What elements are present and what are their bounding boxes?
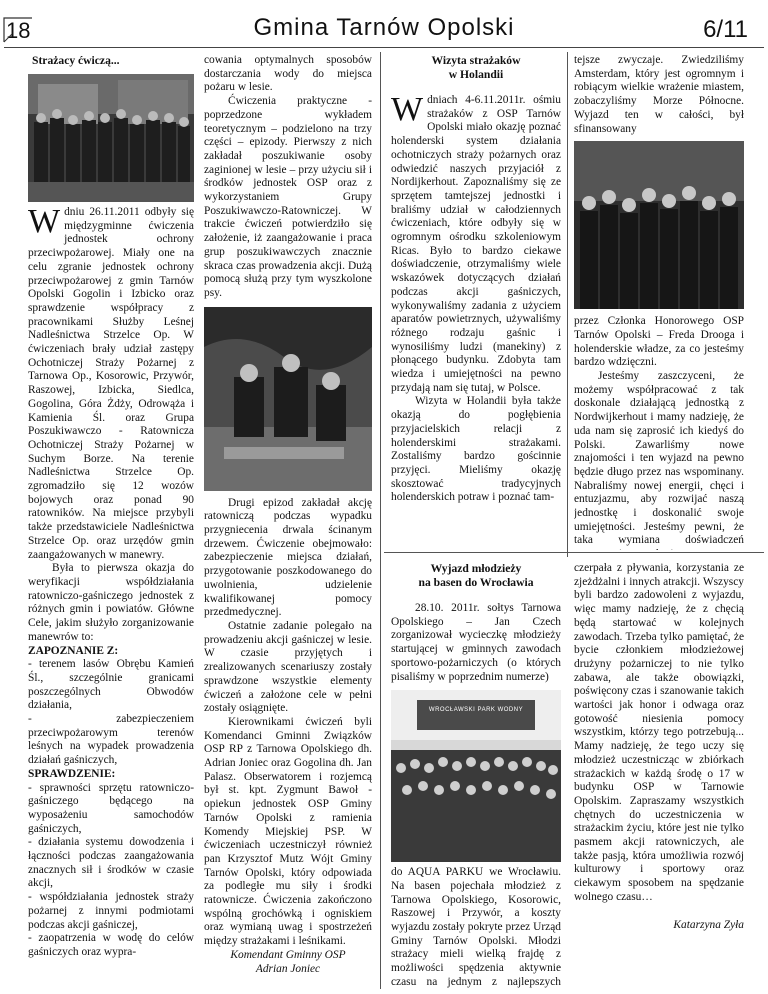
paragraph: Kierownikami ćwiczeń byli Komendanci Gminni Związków OSP RP z Tarnowa Opolskiego dh. Adrian Joniec oraz Gogolina dh. Jan Palasz. Obserwatorem i rozjemcą był st. kpt. Zygmunt Bawoł - opiekun jednostek OSP Gminy Tarnów Opolski z ramienia Komendy Miejskiej PSP. W ćwiczeniach uczestniczył również pan Krzysztof Mutz Wójt Gminy Tarnów Opolski, który odpowiada za podległe mu siły i środki ratownicze. Ćwiczenia zakończono wspólną grochówką i ogniskiem oraz wymianą uwag i spostrzeżeń między strażakami i leśnikami. bbox=[204, 715, 372, 948]
page-header bbox=[0, 0, 768, 50]
paragraph: cowania optymalnych sposobów dostarczania wody do miejsca pożaru w lesie. bbox=[204, 54, 372, 94]
article-title: Strażacy ćwiczą... bbox=[32, 54, 120, 67]
list-item: - sprawności sprzętu ratowniczo-gaśniczego będącego na wyposażeniu samochodów gaśniczych, bbox=[28, 781, 194, 835]
article-pool-column-1 bbox=[391, 562, 561, 989]
paragraph: 28.10. 2011r. sołtys Tarnowa Opolskiego – Jan Czech zorganizował wycieczkę młodzieży startującej w gminnych zawodach sportowo-pożarniczych (o których pisaliśmy w poprzednim numerze) bbox=[391, 602, 561, 683]
header-rule bbox=[4, 47, 764, 48]
article-pool-column-2 bbox=[574, 562, 744, 989]
article-firefighters-column-2 bbox=[204, 54, 372, 989]
paragraph: Ćwiczenia praktyczne - poprzedzone wykładem teoretycznym – podzielono na trzy części – epizody. Pierwszy z nich zakładał poszukiwanie osoby zaginionej w lesie – przy użyciu sił i środków jednostek OSP oraz z wykorzystaniem Grupy Poszukiwawczo-Ratowniczej. W trakcie ćwiczeń potwierdziło się założenie, iż zaangażowanie i praca grup poszukiwawczych znacznie skraca czas prowadzenia akcji. Dużą pomocą służą przy tym wyszkolone psy. bbox=[204, 95, 372, 299]
paragraph: Wizyta w Holandii była także okazją do pogłębienia przyjacielskich relacji z holenderskimi strażakami. Zostaliśmy bardzo gościnnie przyjęci. Mieliśmy okazję skosztować tradycyjnych holenderskich potraw i poznać tam- bbox=[391, 395, 561, 504]
list-item: - terenem lasów Obrębu Kamień Śl., szczególnie granicami poszczególnych Obwodów działania, bbox=[28, 658, 194, 712]
paragraph: Ostatnie zadanie polegało na prowadzeniu akcji gaśniczej w lesie. W czasie przyjętych i zrealizowanych scenariuszy zostały sprawdzone wszystkie elementy ćwiczeń a założone cele w pełni zostały osiągnięte. bbox=[204, 619, 372, 715]
column-divider bbox=[380, 52, 381, 989]
list-item: - zaopatrzenia w wodę do celów gaśniczych oraz wypra- bbox=[28, 932, 194, 958]
author-name: Katarzyna Zyła bbox=[673, 918, 744, 931]
pool-group-photo bbox=[391, 690, 561, 862]
issue-number: 6/11 bbox=[703, 16, 748, 43]
author-role: Komendant Gminny OSP bbox=[230, 948, 346, 961]
holland-group-photo bbox=[574, 141, 744, 309]
article-lead bbox=[391, 91, 561, 395]
magazine-title: Gmina Tarnów Opolski bbox=[253, 14, 515, 41]
article-title-line-2: w Holandii bbox=[448, 68, 504, 81]
article-title-line-2: na basen do Wrocławia bbox=[418, 576, 534, 589]
paragraph: Jesteśmy zaszczyceni, że możemy współpracować z tak doskonale działającą jednostką z Nordwijkerhout i mamy nadzieję, że uda nam się zaprosić ich kiedyś do Polski. Zawarliśmy nowe znajomości i ten wyjazd na pewno będzie długo przez nas wspominany. Nabraliśmy nowej energii, chęci i entuzjazmu, aby rozwijać naszą jednostkę i doskonalić swoje umiejętności. Jesteśmy pewni, że taka wymiana doświadczeń bbox=[574, 370, 744, 547]
paragraph: Drugi epizod zakładał akcję ratowniczą podczas wypadku przygniecenia drwala ścinanym drzewem. Ćwiczenie obejmowało: zabezpieczenie miejsca działań, przygotowanie poszkodowanego do uwolnienia, udzielenie kwalifikowanej pomocy przedmedycznej. bbox=[204, 496, 372, 619]
page-number-left: 18 bbox=[6, 18, 31, 43]
lead-text: dniu 26.11.2011 odbyły się międzygminne ćwiczenia jednostek ochrony przeciwpożarowej. Miały one na celu zgranie jednostek ochrony przeciwpożarowej z gmin Tarnów Opolski Gogolin i Izbicko oraz sprawdzenie współpracy z pracownikami Służby Leśnej Nadleśnictwa Strzelce Op. W ćwiczeniach brały udział zastępy Ochotniczej Straży Pożarnej z Tarnowa Op., Kosorowic, Przywór, Raszowej, Izbicka, Siedlca, Gogolina, Góra Żdży, Odrowąża i Kamienia Śl. oraz Grupa Poszukiwawczo - Ratownicza Ochotniczej Straży Pożarnej w Suchym Borze. Na terenie Nadleśnictwa Strzelce Op. zgromadziło się 12 wozów bojowych oraz ponad 90 ratowników. Na miejsce przybyli także przedstawiciele Nadleśnictwa Strzelce Op. oraz urzędów gmin zaangażowanych w manewry. bbox=[28, 206, 194, 561]
paragraph: do AQUA PARKU we Wrocławiu. Na basen pojechała młodzież z Tarnowa Opolskiego, Kosorowic, Raszowej i Przywór, a koszty wyjazdu zostały pokryte przez Urząd Gminy Tarnów Opolski. Młodzi strażacy mieli wielką frajdę z możliwości spędzenia aktywnie czasu na jednym z najlepszych bbox=[391, 866, 561, 988]
photo-banner: WROCŁAWSKI PARK WODNY bbox=[428, 707, 524, 714]
paragraph: Była to pierwsza okazja do weryfikacji współdziałania ratowniczo-gaśniczego jednostek z różnych gmin i powiatów. Główne Cele, jakim służyło zorganizowanie manewrów to: bbox=[28, 562, 194, 643]
firefighters-photo bbox=[28, 74, 194, 202]
article-lead bbox=[28, 203, 194, 562]
section-heading: ZAPOZNANIE Z: bbox=[28, 644, 119, 657]
drop-cap: W bbox=[391, 91, 424, 128]
section-heading: SPRAWDZENIE: bbox=[28, 767, 116, 780]
author-name: Adrian Joniec bbox=[255, 962, 321, 975]
list-item: - zabezpieczeniem przeciwpożarowym terenów leśnych na wypadek prowadzenia działań gaśniczych, bbox=[28, 713, 194, 767]
drop-cap: W bbox=[28, 203, 61, 240]
list-item: - współdziałania jednostek straży pożarnej z innymi podmiotami podczas akcji gaśniczej, bbox=[28, 891, 194, 931]
paragraph: tejsze zwyczaje. Zwiedziliśmy Amsterdam, który jest ogromnym i robiącym wielkie wrażenie miastem, zobaczyliśmy Morze Północne. Wyjazd ten w całości, był sfinansowany bbox=[574, 54, 744, 135]
article-holland-column-2 bbox=[574, 54, 744, 550]
article-title-line-1: Wyjazd młodzieży bbox=[430, 562, 522, 575]
article-firefighters-column-1 bbox=[28, 54, 194, 989]
column-divider bbox=[567, 52, 568, 557]
section-divider bbox=[384, 552, 764, 553]
rescue-exercise-photo bbox=[204, 307, 372, 491]
paragraph: przez Członka Honorowego OSP Tarnów Opolski – Freda Drooga i holenderskie władze, za co jesteśmy bardzo wdzięczni. bbox=[574, 315, 744, 369]
paragraph: czerpała z pływania, korzystania ze zjeżdżalni i innych atrakcji. Wszyscy byli bardzo zadowoleni z wyjazdu, więc mamy nadzieję, że z chęcią będą startować w kolejnych zawodach. Trzeba tylko pamiętać, że bycie członkiem młodzieżowej drużyny pożarniczej to nie tylko zabawa, ale także obowiązki, poświęcony czas i szanowanie takich wartości jak honor i odwaga oraz gotowość niesienia pomocy wszystkim, którzy tego potrzebują... Mamy nadzieję, że tego uczy się młodzież uczestnicząc w zbiórkach strażackich w każdą środę o 17 w budynku OSP w Tarnowie Opolskim. Zapraszamy wszystkich chętnych do uczestniczenia w strażackim życiu, które jest nie tylko pasmem akcji ratowniczych, ale także pasją, która umożliwia rozwój kulturowy i sportowy oraz ciekawym sposobem na spędzanie wolnego czasu… bbox=[574, 562, 744, 903]
article-title-line-1: Wizyta strażaków bbox=[431, 54, 521, 67]
lead-text: dniach 4-6.11.2011r. ośmiu strażaków z OSP Tarnów Opolski miało okazję poznać holenderski system działania ochotniczych straży pożarnych oraz odwiedzić naszych przyjaciół z Nordijkerhout. Zapoznaliśmy się ze sprzętem tamtejszej jednostki i braliśmy udział w całodziennych ćwiczeniach, które odbyły się w ogromnym ośrodku szkoleniowym Ricas. Było to bardzo ciekawe doświadczenie, otrzymaliśmy wiele wskazówek dotyczących działań podczas akcji gaśniczych, wykonywaliśmy zadania z użyciem aparatów powietrznych, używaliśmy różnego rodzaju gaśnic i wynosiliśmy ludzi (manekiny) z płonącego budynku. Zdobyta tam wiedza i umiejętności na pewno przydają nam się tutaj, w Polsce. bbox=[391, 94, 561, 394]
article-holland-column-1 bbox=[391, 54, 561, 550]
list-item: - działania systemu dowodzenia i łączności podczas zaangażowania znacznych sił i środków w czasie akcji, bbox=[28, 836, 194, 890]
